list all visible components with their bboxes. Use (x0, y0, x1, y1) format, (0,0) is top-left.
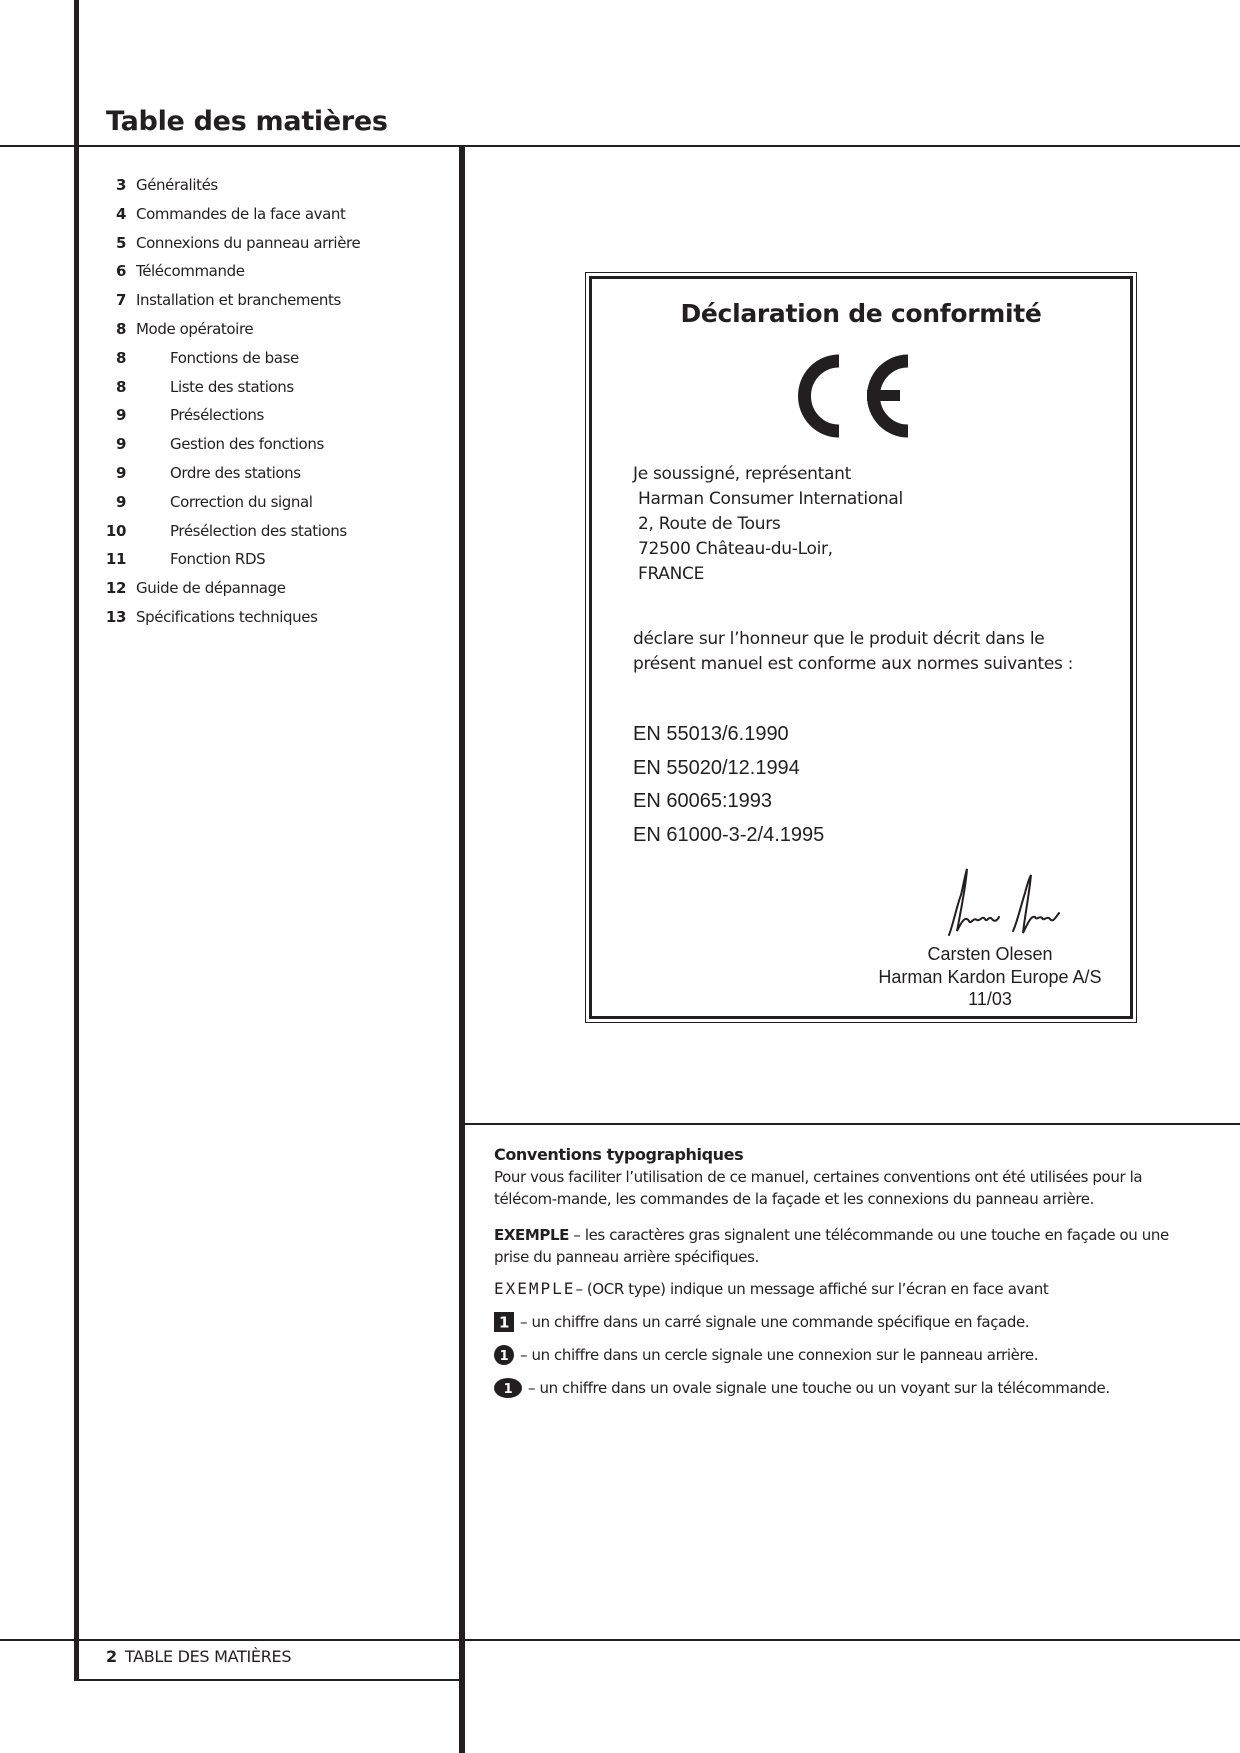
toc-label: Installation et branchements (136, 291, 341, 310)
toc-entry (100, 550, 450, 579)
circle-text: – un chiffre dans un cercle signale une connexion sur le panneau arrière. (520, 1346, 1039, 1364)
toc-page-number: 13 (105, 607, 126, 626)
address-line: 2, Route de Tours (638, 514, 781, 534)
toc-page-number: 8 (115, 377, 126, 396)
toc-page-number: 11 (105, 550, 126, 569)
left-margin-bar (74, 0, 79, 1681)
toc-entry (100, 522, 450, 551)
footer-page-number: 2 (106, 1647, 117, 1666)
oval-symbol-label: 1 (503, 1382, 513, 1397)
square-text: – un chiffre dans un carré signale une commande spécifique en façade. (520, 1313, 1030, 1331)
toc-page-number: 5 (115, 233, 126, 252)
standard-item: EN 55020/12.1994 (633, 756, 800, 779)
header-rule (0, 145, 1240, 147)
standards-list (633, 718, 824, 852)
toc-page-number: 6 (115, 262, 126, 281)
toc-label: Mode opératoire (136, 319, 254, 338)
toc-entry (100, 320, 450, 349)
square-symbol-label: 1 (498, 1313, 510, 1332)
signatory-name: Carsten Olesen (927, 944, 1053, 964)
toc-label: Correction du signal (170, 492, 313, 511)
square-convention (494, 1311, 1174, 1333)
ocr-example-text: – (OCR type) indique un message affiché sur l’écran en face avant (575, 1280, 1049, 1298)
toc-page-number: 9 (115, 492, 126, 511)
bold-convention (494, 1224, 1174, 1268)
declaration-date: 11/03 (968, 989, 1012, 1009)
toc-entry (100, 493, 450, 522)
conventions-heading: Conventions typographiques (494, 1145, 744, 1164)
standard-item: EN 55013/6.1990 (633, 723, 789, 745)
toc-label: Présélection des stations (170, 521, 347, 540)
toc-page-number: 10 (105, 521, 126, 540)
signatory-block (872, 943, 1108, 1011)
address-line: Harman Consumer International (638, 489, 903, 509)
footer-bottom-rule (74, 1679, 464, 1681)
page-title: Table des matières (106, 106, 388, 137)
toc-label: Spécifications techniques (136, 607, 318, 626)
toc-page-number: 12 (105, 579, 126, 598)
bold-example-text: – les caractères gras signalent une télécommande ou une touche en façade ou une prise du panneau arrière spécifiques. (494, 1226, 1169, 1266)
toc-page-number: 8 (115, 348, 126, 367)
footer-rule (0, 1639, 1240, 1641)
toc-page-number: 9 (115, 463, 126, 482)
toc-label: Fonction RDS (170, 550, 266, 569)
toc-label: Liste des stations (170, 377, 294, 396)
standard-item: EN 60065:1993 (633, 790, 773, 812)
conventions-rule (462, 1123, 1240, 1125)
toc-entry (100, 579, 450, 608)
table-of-contents (100, 176, 450, 637)
column-divider-bar (459, 146, 465, 1753)
toc-entry (100, 262, 450, 291)
page-footer (106, 1647, 291, 1666)
ce-mark-icon (790, 348, 914, 444)
toc-label: Connexions du panneau arrière (136, 233, 361, 252)
address-line: FRANCE (638, 564, 705, 584)
standard-item: EN 61000-3-2/4.1995 (633, 823, 825, 846)
toc-label: Généralités (136, 176, 218, 194)
toc-entry (100, 234, 450, 263)
toc-label: Commandes de la face avant (136, 204, 346, 223)
toc-entry (100, 291, 450, 320)
conformity-statement: déclare sur l’honneur que le produit décrit dans le présent manuel est conforme aux normes suivantes : (633, 629, 1074, 674)
toc-label: Fonctions de base (170, 348, 299, 367)
toc-label: Télécommande (136, 262, 245, 281)
handwritten-signature (947, 865, 1067, 945)
address-line: Je soussigné, représentant (633, 464, 851, 484)
declaration-of-conformity (585, 272, 1137, 1023)
footer-section-title: TABLE DES MATIÈRES (124, 1647, 292, 1666)
toc-label: Ordre des stations (170, 463, 301, 482)
toc-page-number: 9 (115, 435, 126, 454)
declarant-address (633, 462, 903, 587)
toc-entry (100, 406, 450, 435)
toc-page-number: 3 (115, 176, 126, 194)
circle-number-icon (494, 1345, 514, 1365)
toc-entry (100, 176, 450, 205)
address-line: 72500 Château-du-Loir, (638, 539, 833, 559)
bold-example-word: EXEMPLE (494, 1226, 569, 1244)
toc-page-number: 9 (115, 406, 126, 425)
declaration-title: Déclaration de conformité (680, 299, 1042, 328)
typographic-conventions (494, 1144, 1174, 1410)
toc-entry (100, 435, 450, 464)
conventions-intro: Pour vous faciliter l’utilisation de ce manuel, certaines conventions ont été utilisées pour la télécom-mande, les commandes de la façade et les connexions du panneau arrière. (494, 1168, 1143, 1208)
toc-label: Gestion des fonctions (170, 435, 324, 454)
toc-page-number: 7 (115, 291, 126, 310)
toc-label: Guide de dépannage (136, 579, 286, 598)
toc-page-number: 8 (115, 319, 126, 338)
ocr-example-word: EXEMPLE (494, 1279, 576, 1298)
toc-entry (100, 608, 450, 637)
toc-page-number: 4 (115, 204, 126, 223)
ocr-convention (494, 1278, 1174, 1300)
signatory-company: Harman Kardon Europe A/S (878, 966, 1102, 987)
oval-text: – un chiffre dans un ovale signale une touche ou un voyant sur la télécommande. (528, 1379, 1110, 1397)
square-number-icon (494, 1312, 514, 1332)
circle-symbol-label: 1 (499, 1349, 509, 1364)
toc-entry (100, 464, 450, 493)
declaration-frame (589, 276, 1133, 1019)
oval-number-icon (494, 1378, 522, 1398)
toc-label: Présélections (170, 406, 264, 425)
oval-convention (494, 1377, 1174, 1399)
toc-entry (100, 205, 450, 234)
toc-entry (100, 349, 450, 378)
toc-entry (100, 378, 450, 407)
circle-convention (494, 1344, 1174, 1366)
